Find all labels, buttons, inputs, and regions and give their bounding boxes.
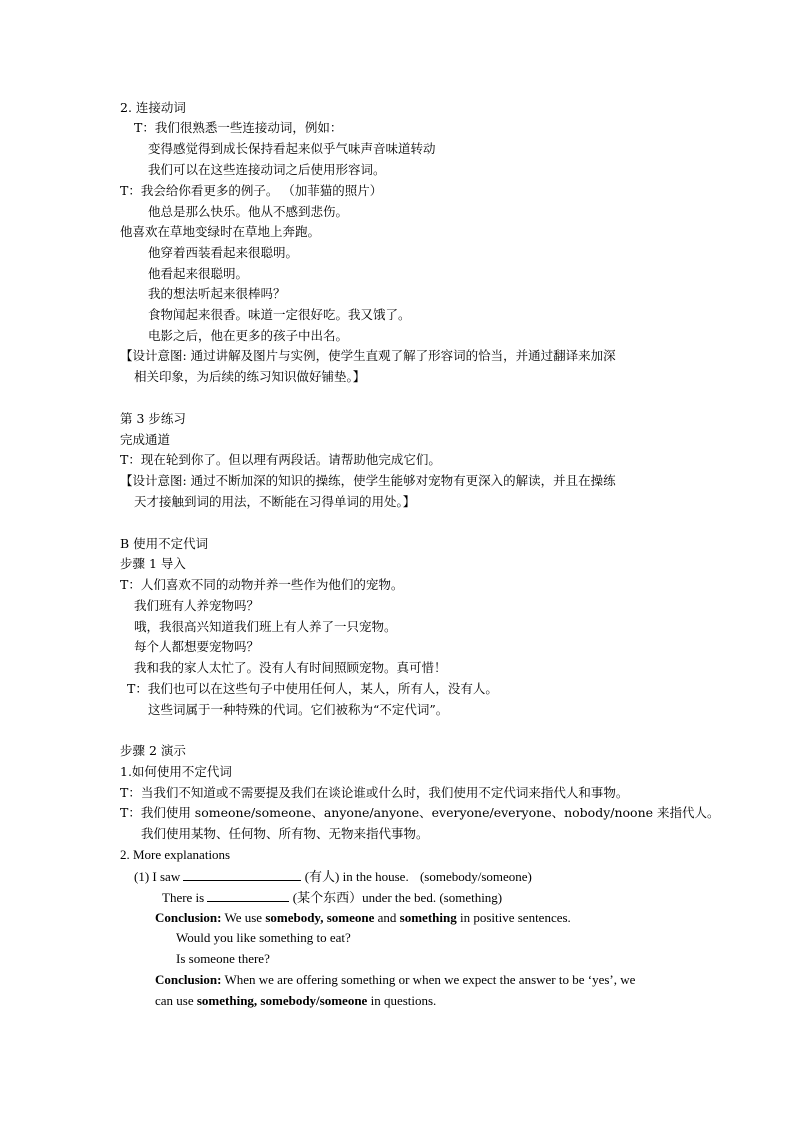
design-intent-note: 【设计意图: 通过不断加深的知识的操练，使学生能够对宠物有更深入的解读，并且在操练 xyxy=(120,473,616,488)
step-heading: 步骤 2 演示 xyxy=(120,743,186,758)
conclusion-label: Conclusion: xyxy=(155,972,222,987)
linking-verbs-list: 变得感觉得到成长保持看起来似乎气味声音味道转动 xyxy=(148,141,436,156)
conclusion-text: We use xyxy=(224,910,263,925)
design-intent-note-cont: 相关印象，为后续的练习知识做好铺垫。】 xyxy=(134,369,366,384)
keyword: something xyxy=(399,910,457,925)
section-heading-indefinite-pronouns: B 使用不定代词 xyxy=(120,536,209,551)
conclusion-2-cont xyxy=(155,993,436,1009)
conclusion-label: Conclusion: xyxy=(155,910,222,925)
step-heading: 第 3 步练习 xyxy=(120,411,186,426)
exercise-text: (有人) in the house. xyxy=(304,869,409,884)
teacher-line: T：我会给你看更多的例子。 （加菲猫的照片） xyxy=(120,183,383,198)
teacher-line: T：我们也可以在这些句子中使用任何人，某人，所有人，没有人。 xyxy=(127,681,498,696)
example-sentence: 他看起来很聪明。 xyxy=(148,266,249,281)
section-heading-linking-verbs: 2. 连接动词 xyxy=(120,100,186,115)
teacher-line: T：当我们不知道或不需要提及我们在谈论谁或什么时，我们使用不定代词来指代人和事物。 xyxy=(120,785,629,800)
answer-blank xyxy=(207,889,289,902)
text-line: 我们可以在这些连接动词之后使用形容词。 xyxy=(148,162,386,177)
keyword: something, somebody/someone xyxy=(196,993,368,1008)
example-sentence: 他喜欢在草地变绿时在草地上奔跑。 xyxy=(120,224,321,239)
exercise-1 xyxy=(134,868,532,885)
exercise-text: (某个东西）under the bed. (something) xyxy=(292,890,503,905)
conclusion-text: in questions. xyxy=(370,993,437,1008)
conclusion-text: in positive sentences. xyxy=(459,910,571,925)
design-intent-note-cont: 天才接触到词的用法，不断能在习得单词的用处。】 xyxy=(134,494,416,509)
exercise-hint: (somebody/someone) xyxy=(419,869,532,884)
design-intent-note: 【设计意图: 通过讲解及图片与实例，使学生直观了解了形容词的恰当，并通过翻译来加深 xyxy=(120,348,616,363)
conclusion-1 xyxy=(155,910,571,926)
teacher-line: T：人们喜欢不同的动物并养一些作为他们的宠物。 xyxy=(120,577,404,592)
example-question: Is someone there? xyxy=(176,951,270,966)
example-sentence: 食物闻起来很香。味道一定很好吃。我又饿了。 xyxy=(148,307,411,322)
text-line: 这些词属于一种特殊的代词。它们被称为“不定代词”。 xyxy=(148,702,449,717)
teacher-line: T：我们很熟悉一些连接动词，例如： xyxy=(134,120,343,135)
example-sentence: 他穿着西装看起来很聪明。 xyxy=(148,245,299,260)
answer-blank xyxy=(183,868,301,881)
conclusion-text: can use xyxy=(155,993,194,1008)
exercise-2 xyxy=(162,889,502,906)
example-sentence: 电影之后，他在更多的孩子中出名。 xyxy=(148,328,349,343)
example-sentence: 我的想法听起来很棒吗？ xyxy=(148,286,286,301)
text-line: 我们使用某物、任何物、所有物、无物来指代事物。 xyxy=(141,826,429,841)
step-heading: 步骤 1 导入 xyxy=(120,556,186,571)
teacher-line: T：现在轮到你了。但以理有两段话。请帮助他完成它们。 xyxy=(120,452,441,467)
subheading: 2. More explanations xyxy=(120,847,231,862)
dialogue-line: 每个人都想要宠物吗？ xyxy=(134,639,260,654)
text-line: 完成通道 xyxy=(120,432,171,447)
dialogue-line: 哦，我很高兴知道我们班上有人养了一只宠物。 xyxy=(134,619,397,634)
example-question: Would you like something to eat? xyxy=(176,930,351,945)
keyword: somebody, someone xyxy=(265,910,375,925)
teacher-line: T：我们使用 someone/someone、anyone/anyone、everyone/everyone、nobody/noone 来指代人。 xyxy=(120,805,720,820)
exercise-text: There is xyxy=(162,890,205,905)
conclusion-2 xyxy=(155,972,635,988)
subheading: 1.如何使用不定代词 xyxy=(120,764,232,779)
conclusion-text: When we are offering something or when we expect the answer to be ‘yes’, we xyxy=(224,972,636,987)
example-sentence: 他总是那么快乐。他从不感到悲伤。 xyxy=(148,204,349,219)
dialogue-line: 我们班有人养宠物吗？ xyxy=(134,598,260,613)
conclusion-text: and xyxy=(377,910,397,925)
dialogue-line: 我和我的家人太忙了。没有人有时间照顾宠物。真可惜！ xyxy=(134,660,447,675)
exercise-text: (1) I saw xyxy=(134,869,181,884)
